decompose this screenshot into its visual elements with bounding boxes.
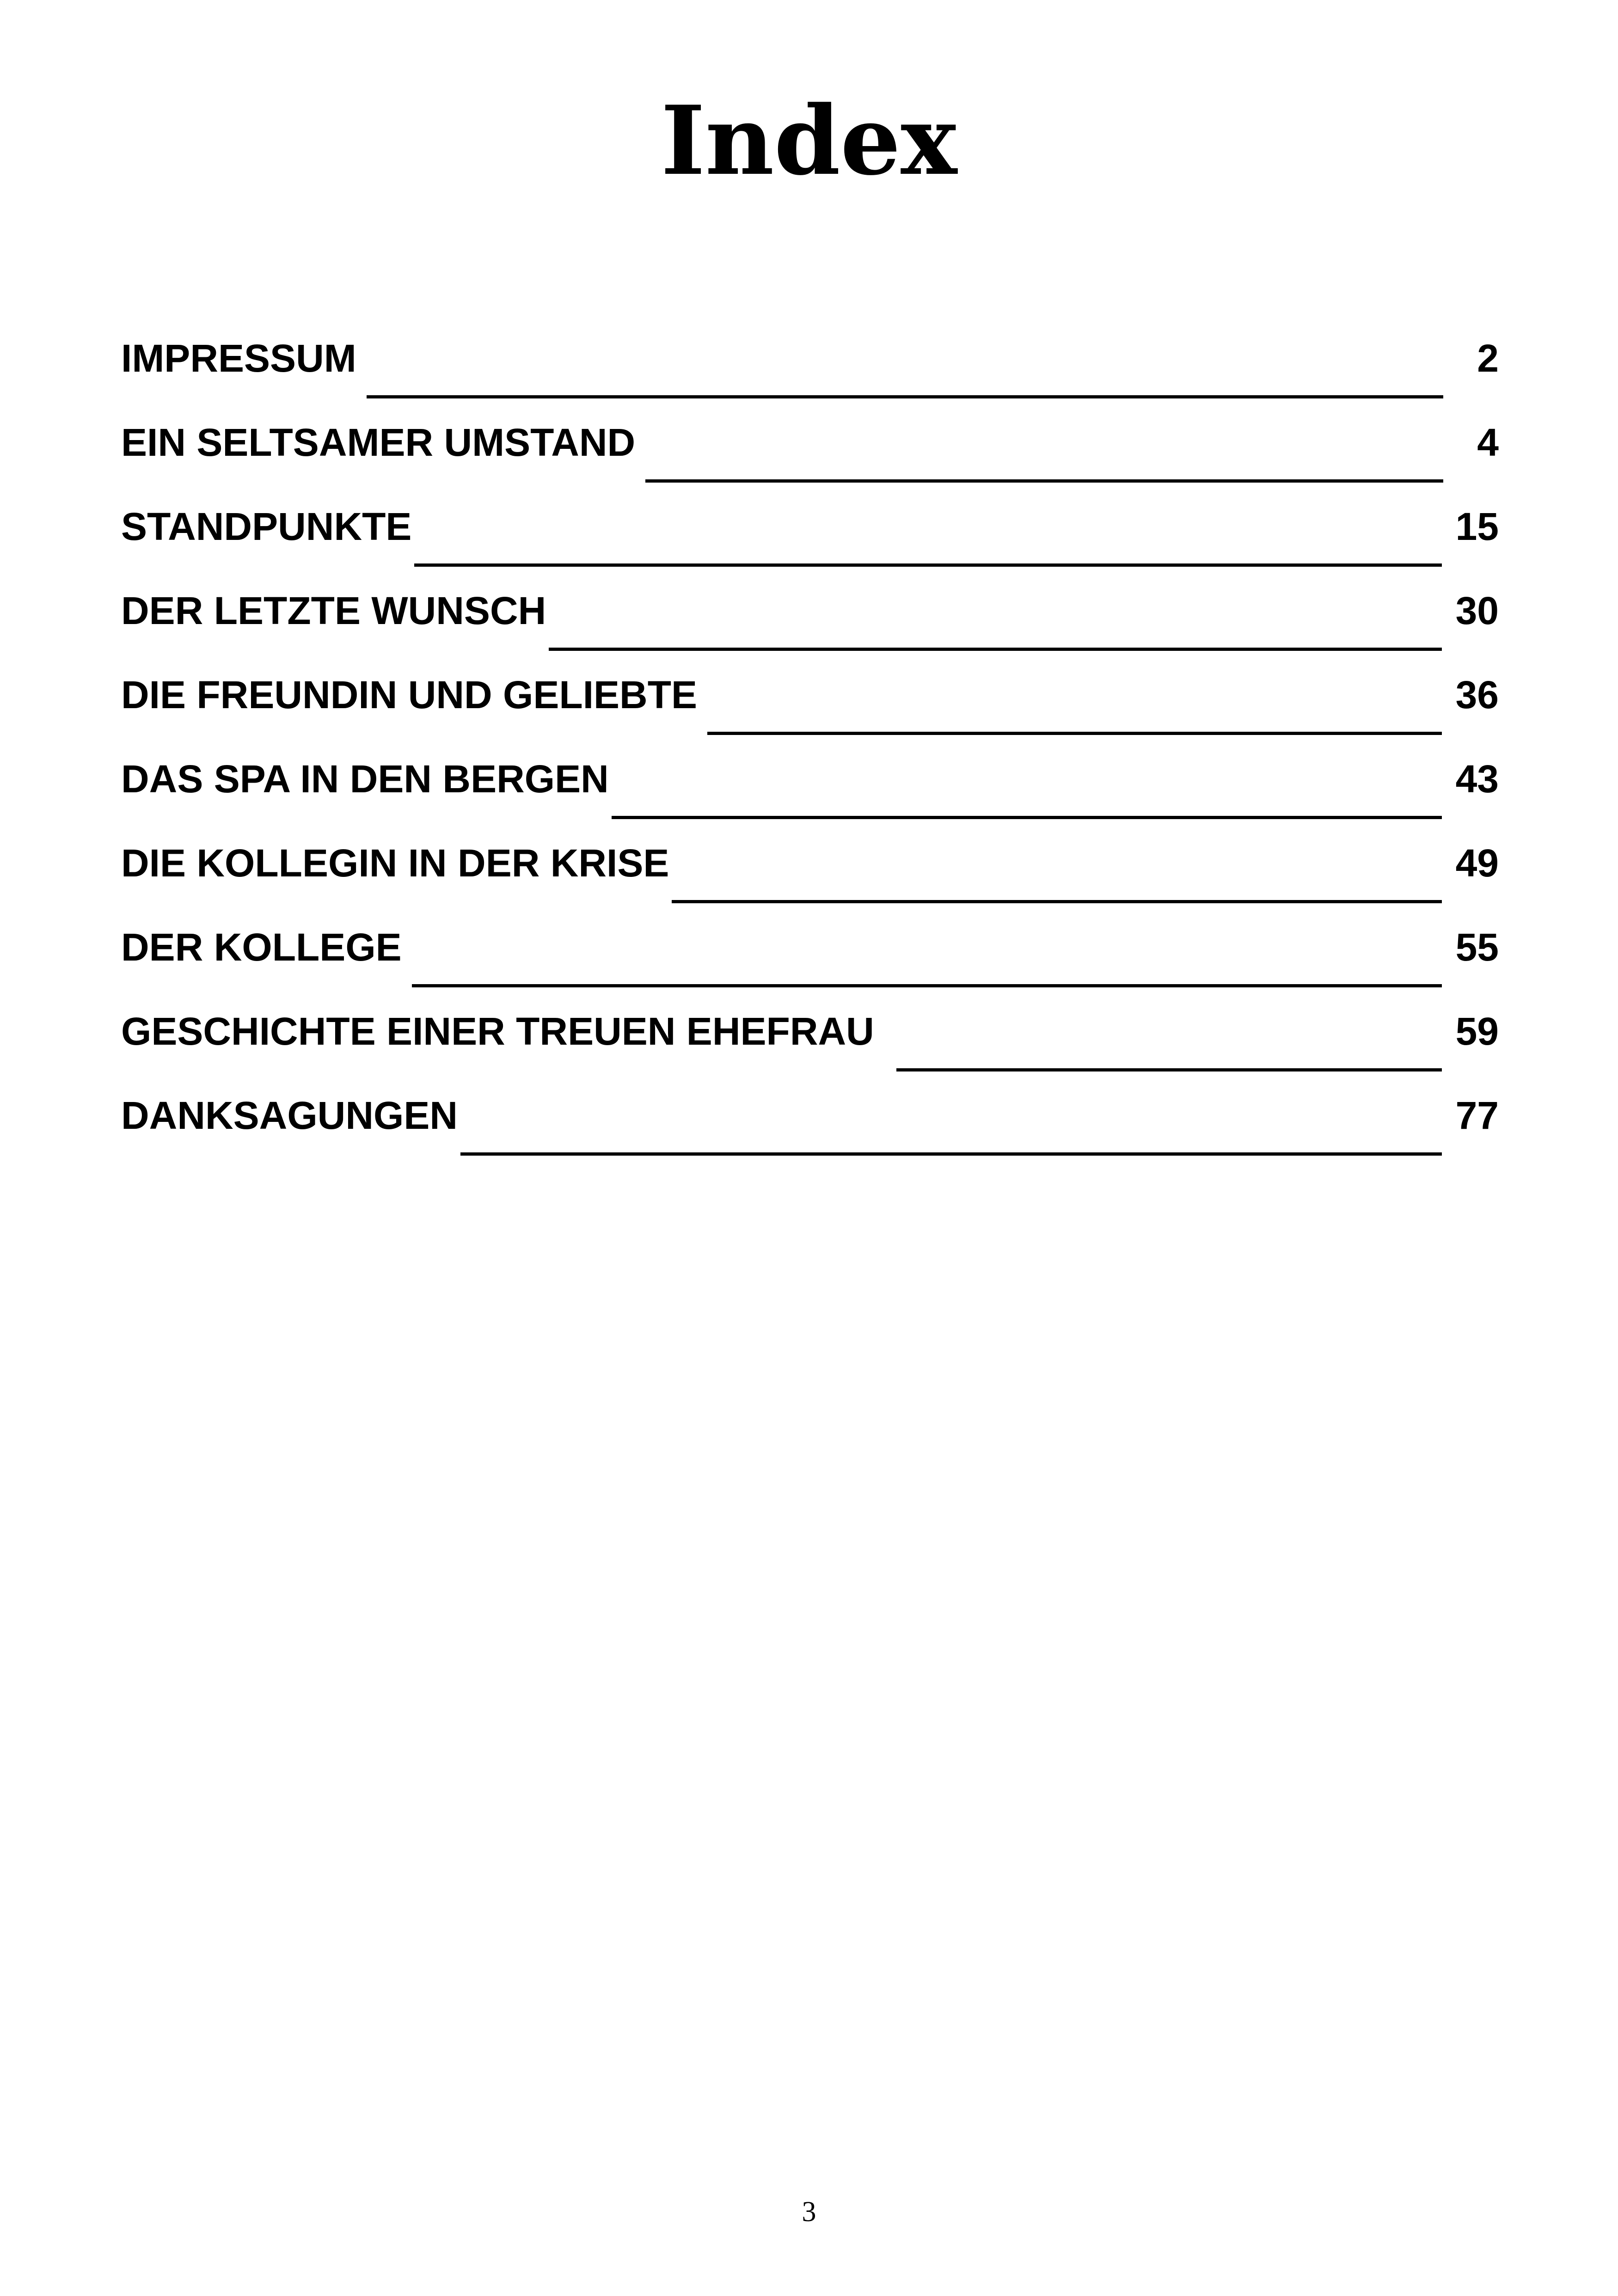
toc-leader-line (612, 815, 1442, 819)
toc-entry-page: 43 (1455, 757, 1499, 801)
toc-entry-der-kollege[interactable] (121, 922, 1499, 1006)
table-of-contents (121, 333, 1499, 1174)
toc-leader-line (707, 731, 1442, 735)
toc-entry-title: IMPRESSUM (121, 337, 356, 380)
toc-entry-geschichte-einer-treuen-ehefrau[interactable] (121, 1006, 1499, 1090)
toc-entry-page: 36 (1455, 673, 1499, 716)
toc-leader-line (549, 647, 1441, 651)
toc-leader-line (672, 900, 1441, 903)
toc-entry-der-letzte-wunsch[interactable] (121, 585, 1499, 669)
toc-entry-impressum[interactable] (121, 333, 1499, 417)
page-number: 3 (802, 2196, 816, 2228)
toc-entry-ein-seltsamer-umstand[interactable] (121, 417, 1499, 501)
toc-leader-line (645, 479, 1443, 483)
toc-entry-danksagungen[interactable] (121, 1090, 1499, 1174)
toc-entry-page: 2 (1477, 337, 1499, 380)
toc-entry-title: DAS SPA IN DEN BERGEN (121, 757, 609, 801)
toc-leader-line (896, 1068, 1442, 1071)
toc-entry-page: 55 (1455, 925, 1499, 969)
toc-entry-title: STANDPUNKTE (121, 505, 412, 548)
toc-entry-das-spa-in-den-bergen[interactable] (121, 753, 1499, 838)
toc-entry-page: 77 (1455, 1094, 1499, 1137)
toc-entry-page: 4 (1477, 421, 1499, 464)
toc-leader-line (414, 563, 1441, 567)
toc-entry-title: EIN SELTSAMER UMSTAND (121, 421, 636, 464)
toc-leader-line (367, 395, 1443, 398)
toc-entry-die-freundin-und-geliebte[interactable] (121, 669, 1499, 753)
toc-entry-title: DER KOLLEGE (121, 925, 402, 969)
toc-entry-title: DIE KOLLEGIN IN DER KRISE (121, 841, 669, 885)
toc-entry-standpunkte[interactable] (121, 501, 1499, 585)
page-title: Index (661, 86, 957, 196)
toc-entry-title: GESCHICHTE EINER TREUEN EHEFRAU (121, 1010, 874, 1053)
toc-entry-title: DER LETZTE WUNSCH (121, 589, 546, 632)
toc-entry-page: 30 (1455, 589, 1499, 632)
toc-entry-page: 49 (1455, 841, 1499, 885)
toc-entry-title: DIE FREUNDIN UND GELIEBTE (121, 673, 698, 716)
toc-entry-title: DANKSAGUNGEN (121, 1094, 458, 1137)
toc-leader-line (460, 1152, 1442, 1156)
toc-entry-page: 15 (1455, 505, 1499, 548)
toc-leader-line (412, 984, 1442, 987)
toc-entry-die-kollegin-in-der-krise[interactable] (121, 838, 1499, 922)
toc-entry-page: 59 (1455, 1010, 1499, 1053)
